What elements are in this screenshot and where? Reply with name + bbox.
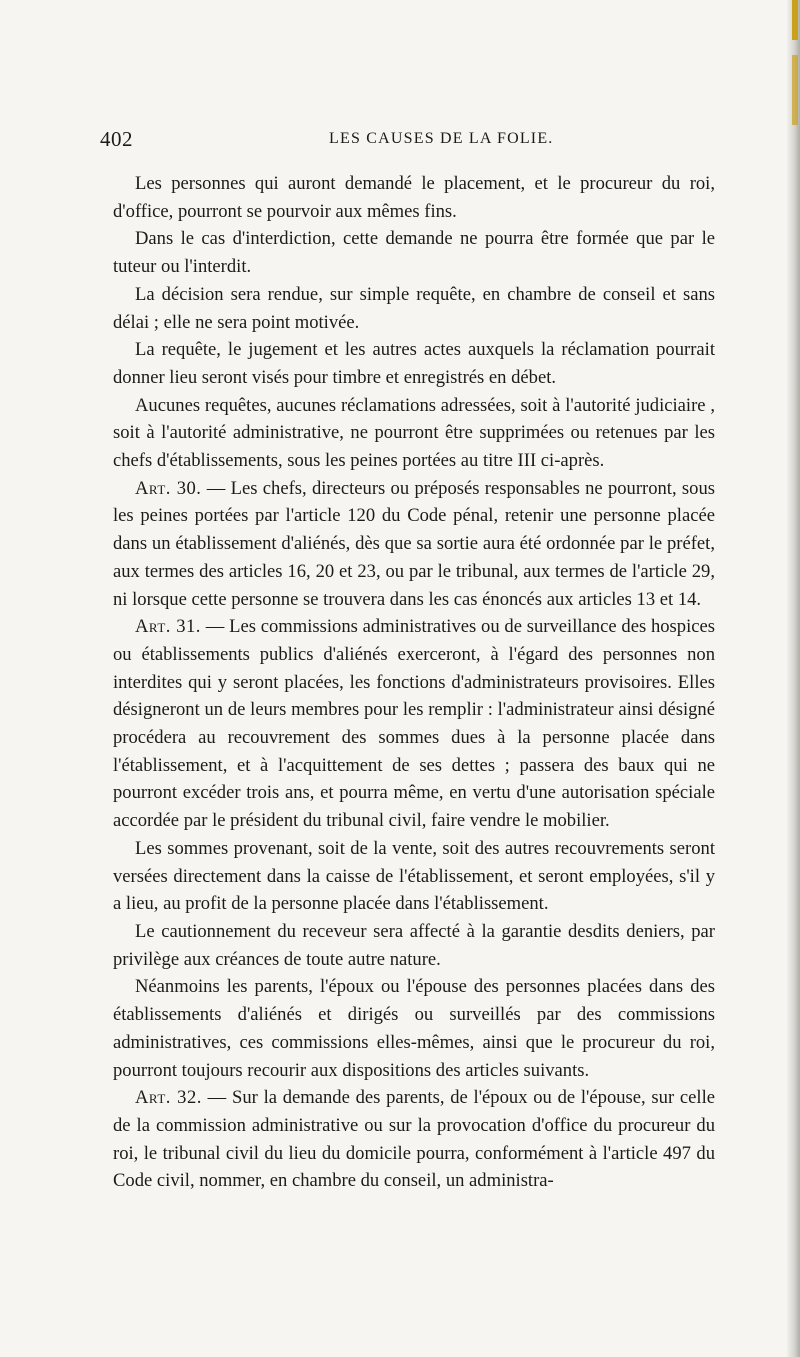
paragraph [113, 918, 715, 973]
paragraph [113, 835, 715, 918]
running-title: LES CAUSES DE LA FOLIE. [329, 130, 554, 147]
paragraph [113, 225, 715, 280]
paragraph [113, 170, 715, 225]
page-edge-stain [792, 55, 798, 125]
article-number: Art. 31. [135, 616, 201, 638]
paragraph-text: — Les chefs, directeurs ou préposés responsables ne pourront, sous les peines portées par l'article 120 du Code pénal, retenir une personne placée dans un établissement d'aliénés, dès que sa sortie aura été ordonnée par le préfet, aux termes des articles 16, 20 et 23, ou par le tribunal, aux termes de l'article 29, ni lorsque cette personne se trouvera dans les cas énoncés aux articles 13 et 14. [113, 477, 715, 610]
paragraph-text: La décision sera rendue, sur simple requête, en chambre de conseil et sans délai ; elle ne sera point motivée. [113, 283, 715, 333]
paragraph-text: — Sur la demande des parents, de l'époux ou de l'épouse, sur celle de la commission administrative ou sur la provocation d'office du procureur du roi, le tribunal civil du lieu du domicile pourra, conformément à l'article 497 du Code civil, nommer, en chambre du conseil, un administra- [113, 1087, 715, 1192]
paragraph [113, 973, 715, 1084]
article-paragraph [113, 1084, 715, 1195]
article-number: Art. 30. [135, 477, 202, 499]
paragraph-text: Dans le cas d'interdiction, cette demande ne pourra être formée que par le tuteur ou l'interdit. [113, 228, 715, 278]
paragraph-text: — Les commissions administratives ou de surveillance des hospices ou établissements publics d'aliénés exerceront, à l'égard des personnes non interdites qui y seront placées, les fonctions d'administrateurs provisoires. Elles désigneront un de leurs membres pour les remplir : l'administrateur ainsi désigné procédera au recouvrement des sommes dues à la personne placée dans l'établissement, et à l'acquittement de ses dettes ; passera des baux qui ne pourront excéder trois ans, et pourra même, en vertu d'une autorisation spéciale accordée par le président du tribunal civil, faire vendre le mobilier. [113, 616, 715, 832]
paragraph-text: La requête, le jugement et les autres actes auxquels la réclamation pourrait donner lieu seront visés pour timbre et enregistrés en débet. [113, 339, 715, 388]
article-paragraph [113, 613, 715, 835]
paragraph-text: Aucunes requêtes, aucunes réclamations adressées, soit à l'autorité judiciaire , soit à l'autorité administrative, ne pourront être supprimées ou retenues par les chefs d'établissements, sous les peines portées au titre III ci-après. [113, 394, 715, 472]
paragraph-text: Les personnes qui auront demandé le placement, et le procureur du roi, d'office, pourront se pourvoir aux mêmes fins. [113, 173, 715, 222]
article-number: Art. 32. [135, 1087, 202, 1109]
paragraph-text: Les sommes provenant, soit de la vente, soit des autres recouvrements seront versées directement dans la caisse de l'établissement, et seront employées, s'il y a lieu, au profit de la personne placée dans l'établissement. [113, 837, 715, 915]
page-header [100, 127, 720, 157]
paragraph-text: Le cautionnement du receveur sera affecté à la garantie desdits deniers, par privilège aux créances de toute autre nature. [113, 920, 715, 970]
paragraph-text: Néanmoins les parents, l'époux ou l'épouse des personnes placées dans des établissements d'aliénés et dirigés ou surveillés par des commissions administratives, ces commissions elles-mêmes, ainsi que le procureur du roi, pourront toujours recourir aux dispositions des articles suivants. [113, 976, 715, 1081]
paragraph [113, 336, 715, 391]
page-edge-stain [792, 0, 798, 40]
paragraph [113, 392, 715, 475]
page-edge-shadow [786, 0, 800, 1357]
body-text [113, 170, 715, 1195]
paragraph [113, 281, 715, 336]
article-paragraph [113, 475, 715, 614]
page-number: 402 [100, 127, 133, 151]
